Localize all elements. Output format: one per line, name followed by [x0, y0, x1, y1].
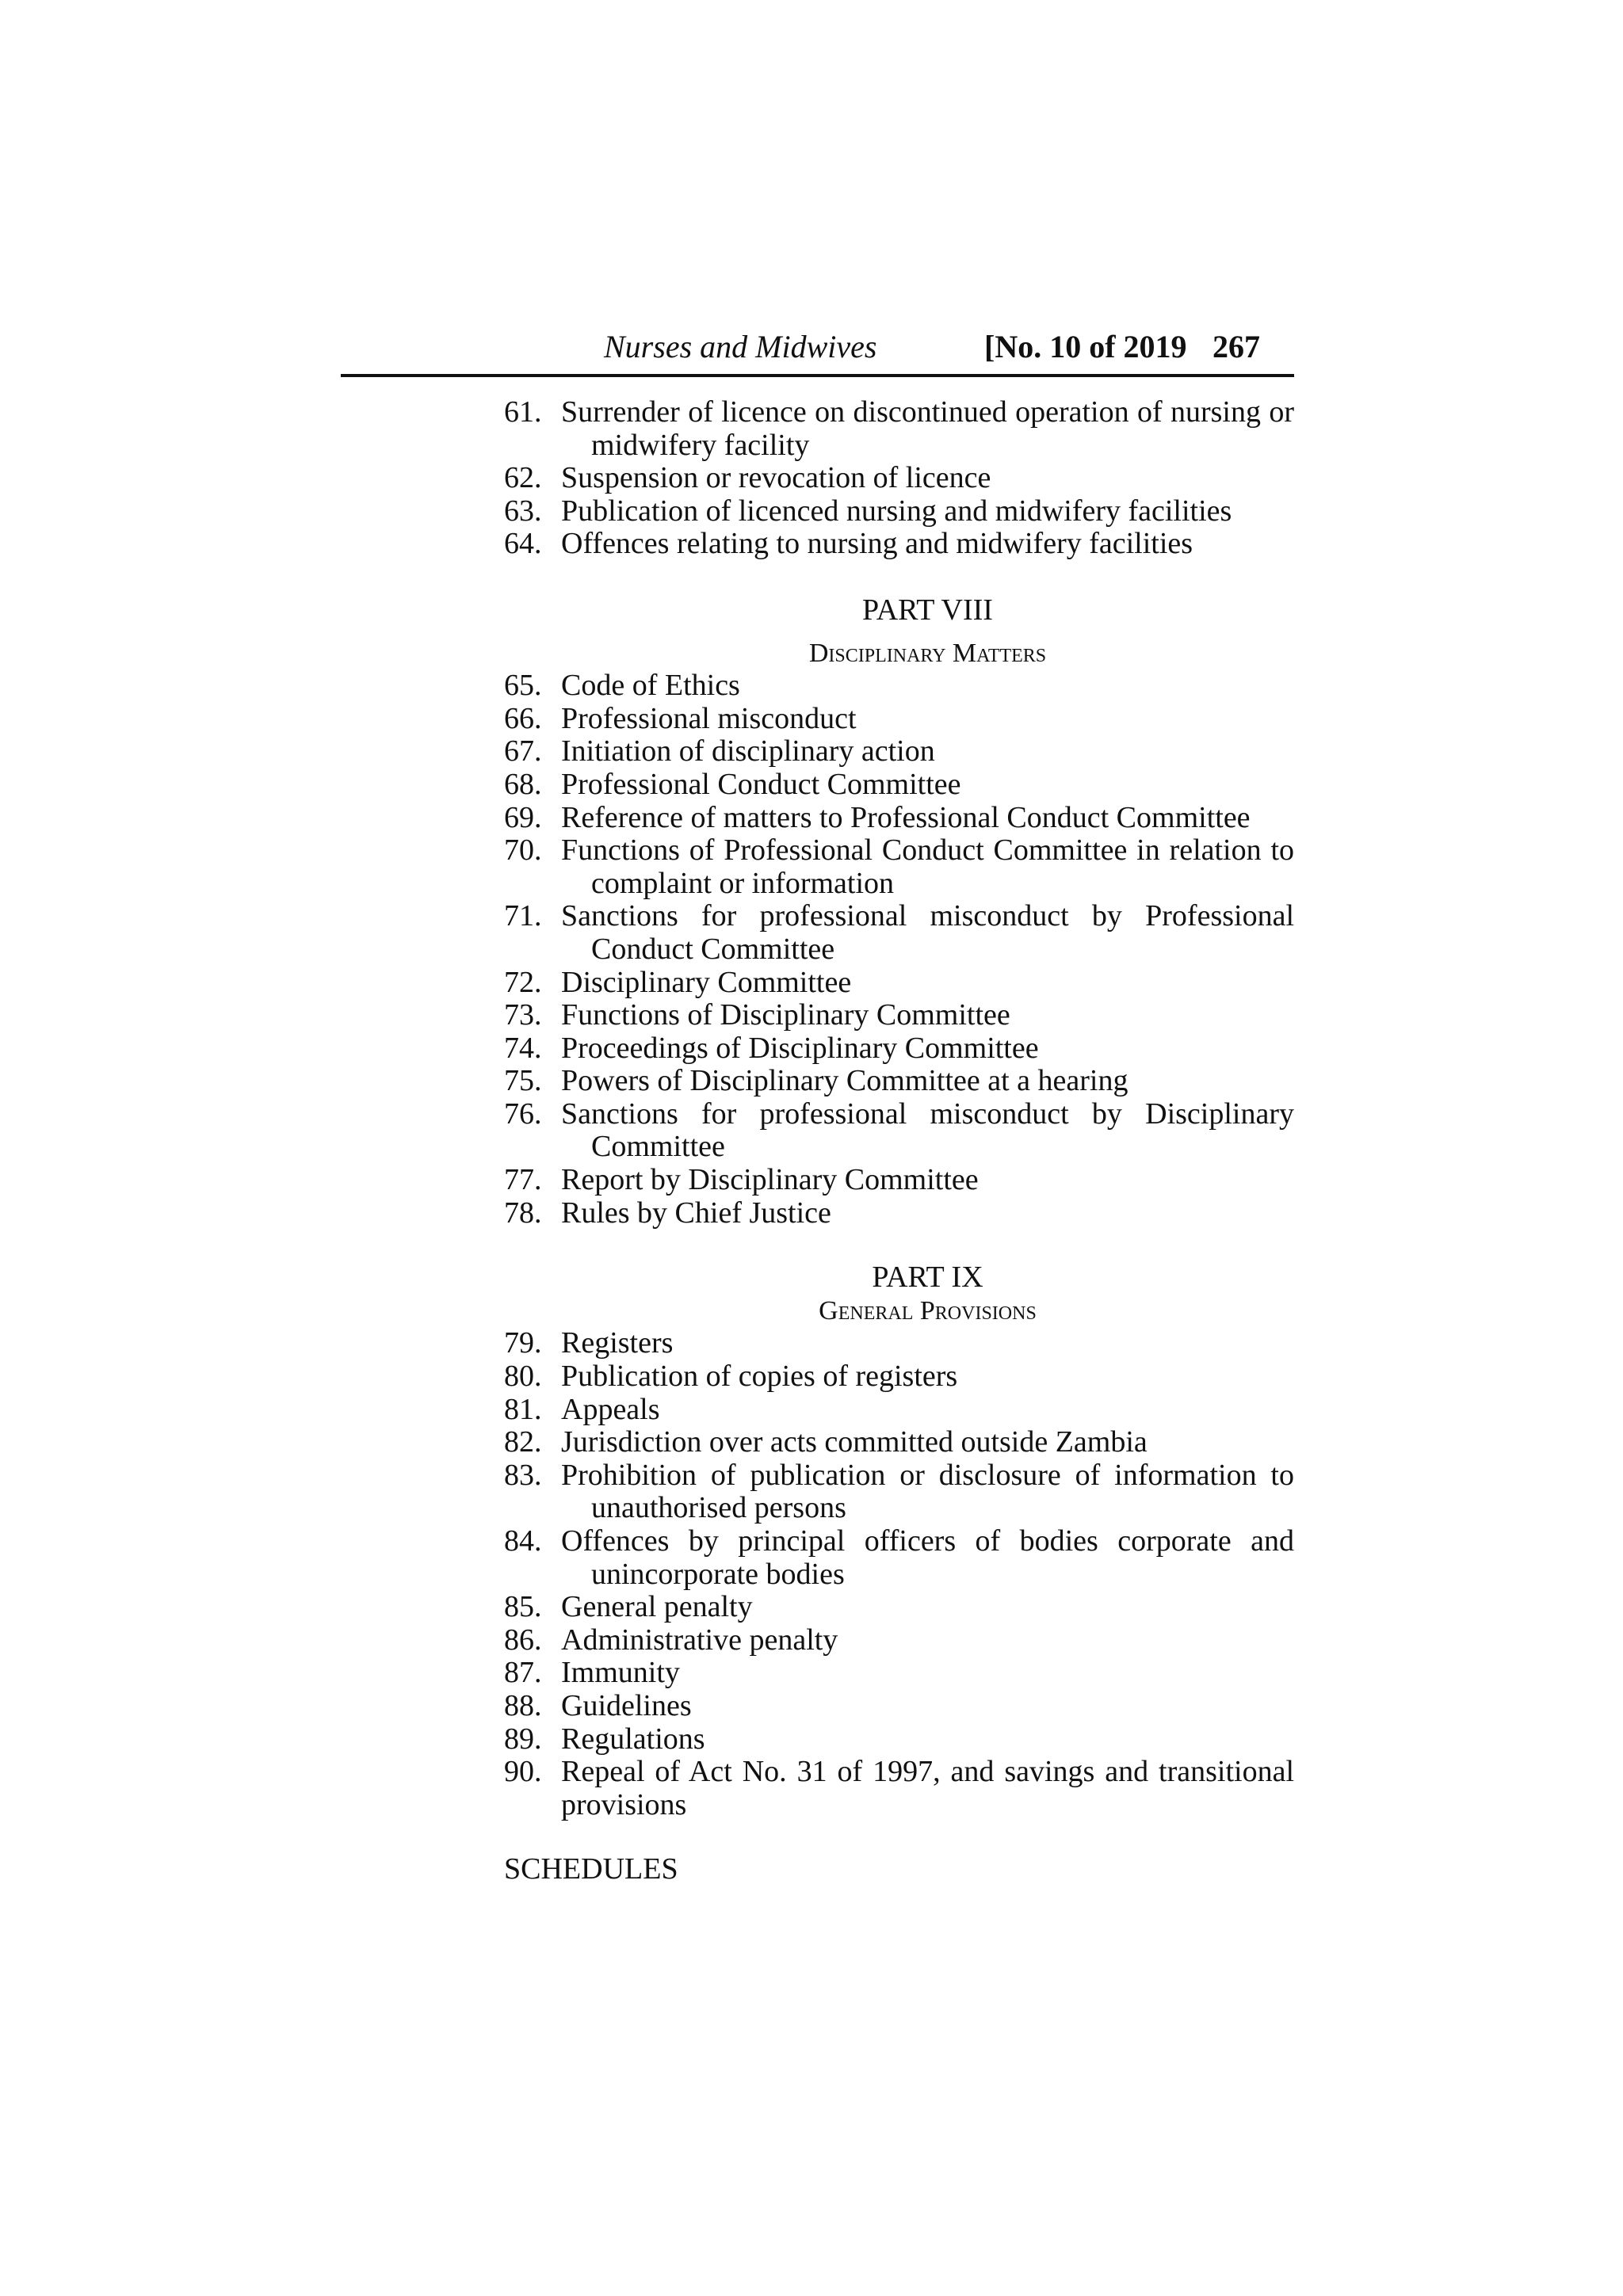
part-subheading: General Provisions: [819, 1295, 1037, 1325]
part-heading: PART IX: [872, 1261, 983, 1295]
table-of-contents: [504, 396, 1294, 1886]
section-number: 90.: [504, 1755, 542, 1789]
toc-entry: [504, 1098, 1294, 1164]
section-title: Functions of Professional Conduct Committee in relation to complaint or information: [561, 833, 1294, 900]
section-title: Prohibition of publication or disclosure of information to unauthorised persons: [561, 1458, 1294, 1525]
section-number: 61.: [504, 395, 542, 429]
section-title: Publication of copies of registers: [561, 1360, 958, 1394]
section-title: Professional Conduct Committee: [561, 767, 961, 801]
section-number: 75.: [504, 1064, 542, 1098]
section-number: 76.: [504, 1097, 542, 1131]
toc-entry: [504, 1756, 1294, 1821]
toc-entry: [504, 999, 1294, 1032]
section-number: 88.: [504, 1688, 542, 1722]
toc-entry: [504, 1525, 1294, 1591]
section-number: 82.: [504, 1425, 542, 1459]
section-number: 64.: [504, 527, 542, 561]
header-act-reference: [No. 10 of 2019: [984, 329, 1187, 364]
toc-entry: [504, 1360, 1294, 1394]
section-number: 65.: [504, 669, 542, 703]
section-number: 77.: [504, 1163, 542, 1197]
section-number: 81.: [504, 1392, 542, 1426]
section-number: 70.: [504, 833, 542, 868]
section-title: Sanctions for professional misconduct by Disciplinary Committee: [561, 1097, 1294, 1164]
section-number: 63.: [504, 494, 542, 528]
section-number: 71.: [504, 899, 542, 933]
section-number: 86.: [504, 1623, 542, 1657]
section-number: 72.: [504, 965, 542, 999]
section-title: Registers: [561, 1326, 674, 1360]
toc-entry: [504, 495, 1294, 528]
section-number: 66.: [504, 701, 542, 735]
toc-group: [504, 669, 1294, 1230]
section-title: Administrative penalty: [561, 1623, 838, 1657]
toc-entry: [504, 528, 1294, 561]
section-title: Guidelines: [561, 1688, 692, 1722]
toc-group: [504, 1327, 1294, 1821]
toc-entry: [504, 1065, 1294, 1098]
section-title: Disciplinary Committee: [561, 965, 852, 999]
toc-entry: [504, 1591, 1294, 1624]
section-number: 87.: [504, 1656, 542, 1690]
section-number: 62.: [504, 461, 542, 495]
section-title: Sanctions for professional misconduct by Professional Conduct Committee: [561, 899, 1294, 966]
toc-entry: [504, 1164, 1294, 1197]
section-title: Functions of Disciplinary Committee: [561, 998, 1010, 1032]
section-title: Regulations: [561, 1722, 705, 1756]
running-header: [341, 323, 1294, 377]
toc-entry: [504, 1032, 1294, 1066]
toc-entry: [504, 769, 1294, 802]
part-heading: PART VIII: [862, 593, 993, 627]
section-title: Suspension or revocation of licence: [561, 461, 991, 495]
toc-entry: [504, 1459, 1294, 1525]
toc-entry: [504, 669, 1294, 703]
section-number: 74.: [504, 1031, 542, 1065]
section-title: Publication of licenced nursing and midwifery facilities: [561, 494, 1232, 528]
section-title: Reference of matters to Professional Conduct Committee: [561, 800, 1251, 834]
section-title: Surrender of licence on discontinued operation of nursing or midwifery facility: [561, 395, 1294, 462]
toc-entry: [504, 462, 1294, 495]
toc-entry: [504, 396, 1294, 462]
section-title: Offences by principal officers of bodies corporate and unincorporate bodies: [561, 1524, 1294, 1591]
toc-entry: [504, 1624, 1294, 1657]
header-title: Nurses and Midwives: [604, 329, 877, 364]
toc-entry: [504, 1394, 1294, 1427]
toc-entry: [504, 900, 1294, 966]
section-number: 69.: [504, 800, 542, 834]
toc-group: [504, 396, 1294, 561]
section-title: Report by Disciplinary Committee: [561, 1163, 979, 1197]
section-number: 80.: [504, 1360, 542, 1394]
section-title: Immunity: [561, 1656, 680, 1690]
section-title: Professional misconduct: [561, 701, 857, 735]
toc-entry: [504, 802, 1294, 835]
toc-entry: [504, 735, 1294, 769]
toc-entry: [504, 1426, 1294, 1459]
section-number: 79.: [504, 1326, 542, 1360]
toc-entry: [504, 1327, 1294, 1360]
section-number: 68.: [504, 767, 542, 801]
toc-entry: [504, 1723, 1294, 1756]
section-title: Repeal of Act No. 31 of 1997, and savings and transitional provisions: [561, 1755, 1294, 1821]
toc-entry: [504, 1690, 1294, 1723]
toc-entry: [504, 1197, 1294, 1230]
section-title: Offences relating to nursing and midwifery facilities: [561, 527, 1193, 561]
section-title: General penalty: [561, 1590, 753, 1624]
section-number: 83.: [504, 1458, 542, 1492]
section-number: 78.: [504, 1196, 542, 1230]
section-number: 89.: [504, 1722, 542, 1756]
section-number: 84.: [504, 1524, 542, 1558]
schedules-heading: SCHEDULES: [504, 1852, 678, 1886]
toc-entry: [504, 967, 1294, 1000]
section-title: Code of Ethics: [561, 669, 740, 703]
section-number: 73.: [504, 998, 542, 1032]
toc-entry: [504, 834, 1294, 900]
section-title: Powers of Disciplinary Committee at a hearing: [561, 1064, 1128, 1098]
section-number: 67.: [504, 734, 542, 769]
section-title: Rules by Chief Justice: [561, 1196, 831, 1230]
page-number: 267: [1212, 329, 1260, 364]
toc-entry: [504, 703, 1294, 736]
section-title: Initiation of disciplinary action: [561, 734, 935, 769]
section-title: Jurisdiction over acts committed outside Zambia: [561, 1425, 1148, 1459]
toc-entry: [504, 1657, 1294, 1690]
section-title: Appeals: [561, 1392, 660, 1426]
section-title: Proceedings of Disciplinary Committee: [561, 1031, 1039, 1065]
section-number: 85.: [504, 1590, 542, 1624]
part-subheading: Disciplinary Matters: [808, 638, 1047, 668]
